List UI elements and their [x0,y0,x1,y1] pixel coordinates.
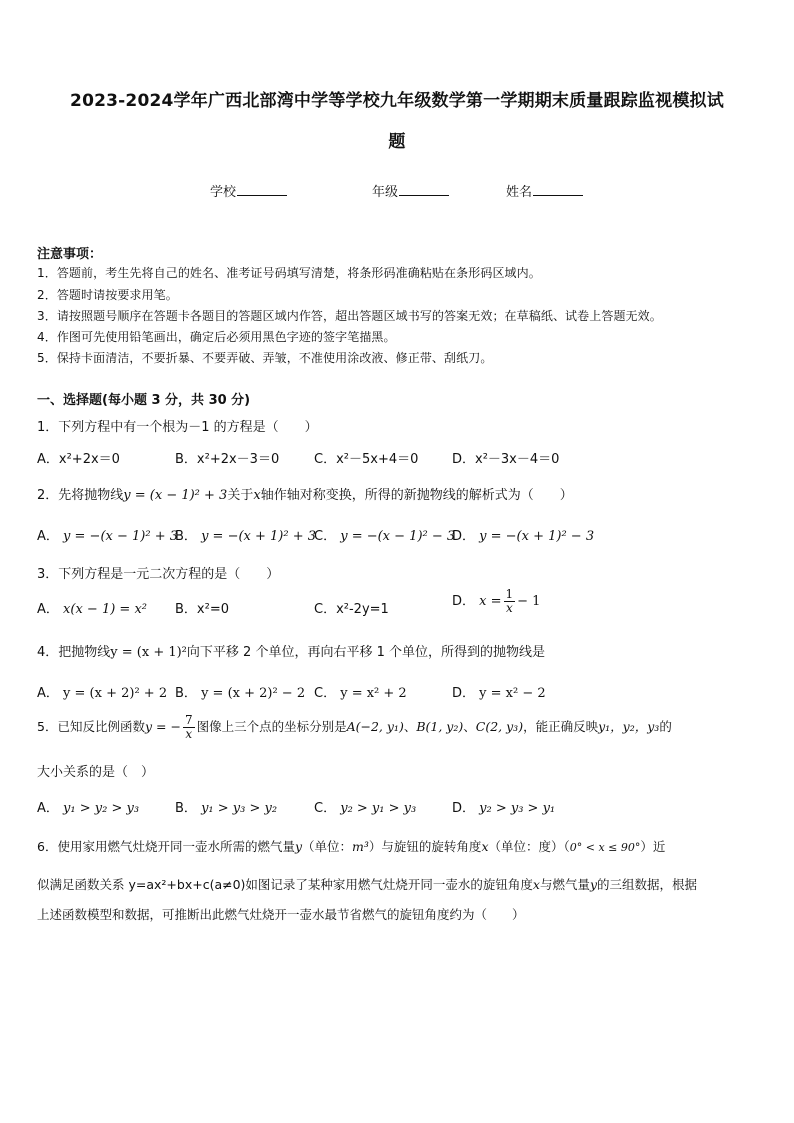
q5-option-a [37,797,139,816]
fraction-numerator: 1 [505,587,514,601]
exam-title-line1: 2023-2024学年广西北部湾中学等学校九年级数学第一学期期末质量跟踪监视模拟试 [70,91,724,111]
fraction-numerator: 7 [184,713,193,727]
q5-option-d [452,797,555,816]
q1-option-c: C．x²－5x+4＝0 [314,452,419,467]
note-item: 1．答题前，考生先将自己的姓名、准考证号码填写清楚，将条形码准确粘贴在条形码区域内。 [37,266,541,280]
note-item: 3．请按照题号顺序在答题卡各题目的答题区域内作答，超出答题区域书写的答案无效；在草稿纸、试卷上答题无效。 [37,309,662,323]
fraction [183,714,195,741]
option-expression: y = −(x + 1)² − 3 [479,529,595,544]
question-6-line3: 上述函数模型和数据，可推断出此燃气灶烧开一壶水最节省燃气的旋钮角度约为（ ） [37,907,525,922]
q5-variables: y₁，y₂，y₃ [598,719,660,734]
option-label: A． [37,529,59,544]
q5-text: 5．已知反比例函数 [37,719,145,734]
option-label: A． [37,602,59,617]
option-expression: x(x − 1) = x² [63,602,147,617]
note-item: 5．保持卡面清洁，不要折暴、不要弄破、弄皱，不准使用涂改液、修正带、刮纸刀。 [37,351,493,365]
point-b: B(1, y₂) [416,719,464,734]
q5-option-c [314,797,416,816]
option-expression: y₁ > y₃ > y₂ [201,801,278,816]
q2-option-c [314,525,455,544]
q2-variable: x [253,488,261,503]
option-label: B． [175,529,197,544]
option-expression: − 1 [517,594,541,609]
fraction [504,588,516,615]
option-label: C． [314,801,337,816]
question-1-stem: 1．下列方程中有一个根为－1 的方程是（ ） [37,420,318,435]
q2-option-b [175,525,316,544]
option-expression: y = −(x − 1)² − 3 [340,529,456,544]
q6-text: ）与旋钮的旋转角度 [368,839,482,854]
q2-expression: y = (x − 1)² + 3 [123,488,228,503]
q2-option-d [452,525,594,544]
option-expression: y = x² + 2 [340,686,407,701]
option-expression: y = (x + 2)² + 2 [63,686,168,701]
q2-text: 轴作轴对称变换，所得的新抛物线的解析式为（ ） [260,488,573,503]
separator: 、 [463,719,476,734]
grade-label: 年级 [372,185,399,200]
fraction-denominator: x [185,727,193,741]
option-expression: y₂ > y₃ > y₁ [479,801,556,816]
option-label: B． [175,801,197,816]
question-2-stem [37,484,573,503]
name-field [506,181,583,200]
name-label: 姓名 [506,185,533,200]
question-6-line2 [37,875,697,893]
q3-option-b: B．x²=0 [175,602,229,617]
school-label: 学校 [210,185,237,200]
school-field [210,181,287,200]
q6-unit: m³ [352,839,369,854]
option-label: D． [452,686,476,701]
q6-text: 似满足函数关系 y=ax²+bx+c(a≠0)如图记录了某种家用燃气灶烧开同一壶水的旋钮角度 [37,877,533,892]
q1-option-b: B．x²+2x－3＝0 [175,452,280,467]
q2-text: 2．先将抛物线 [37,488,124,503]
option-expression: y = −(x + 1)² + 3 [201,529,316,544]
option-label: D． [452,594,476,609]
q1-option-a: A．x²+2x＝0 [37,452,120,467]
q4-text: 向下平移 2 个单位，再向右平移 1 个单位，所得到的抛物线是 [186,645,545,660]
option-label: A． [37,686,59,701]
q6-variable: y [589,877,598,892]
q6-variable: y [294,839,303,854]
option-label: D． [452,801,476,816]
q5-text: 的 [659,719,672,734]
fraction-denominator: x [505,601,513,615]
question-4-stem [37,641,545,660]
q5-option-b [175,797,277,816]
option-expression: y = (x + 2)² − 2 [201,686,306,701]
q4-option-b [175,682,305,701]
q6-text: 6．使用家用燃气灶烧开同一壶水所需的燃气量 [37,839,295,854]
q6-text: （单位：度）（ [488,839,570,854]
q6-text: 的三组数据，根据 [597,877,698,892]
q4-text: 4．把抛物线 [37,645,111,660]
question-6-line1 [37,837,665,855]
q2-option-a [37,525,178,544]
q6-variable: x [481,839,489,854]
question-5-stem [37,714,672,741]
question-5-line2: 大小关系的是（ ） [37,765,155,780]
q6-text: （单位： [302,839,353,854]
option-label: C． [314,529,337,544]
q6-range: 0° < x ≤ 90° [569,841,641,854]
q6-text: ）近 [640,839,666,854]
q1-option-d: D．x²－3x－4＝0 [452,452,560,467]
name-blank [533,183,583,196]
option-label: B． [175,686,197,701]
q6-variable: x [532,877,540,892]
q5-expression: y = − [144,719,181,734]
option-label: D． [452,529,476,544]
option-expression: y = x² − 2 [479,686,546,701]
q6-text: 与燃气量 [539,877,590,892]
exam-title-line2: 题 [388,132,406,152]
option-expression: y₂ > y₁ > y₃ [340,801,417,816]
point-a: A(−2, y₁) [346,719,404,734]
grade-field [372,181,449,200]
option-expression: y = −(x − 1)² + 3 [63,529,178,544]
note-item: 4．作图可先使用铅笔画出，确定后必须用黑色字迹的签字笔描黑。 [37,330,396,344]
q5-text: ，能正确反映 [523,719,599,734]
q3-option-c: C．x²-2y=1 [314,602,389,617]
q4-option-d [452,682,546,701]
q3-option-a [37,598,147,617]
note-item: 2．答题时请按要求用笔。 [37,288,178,302]
separator: 、 [403,719,417,734]
school-blank [237,183,287,196]
q3-option-d [452,588,540,615]
point-c: C(2, y₃) [475,719,524,734]
option-expression: x = [479,594,502,609]
q4-option-c [314,682,407,701]
section-heading: 一、选择题(每小题 3 分，共 30 分) [37,393,251,408]
option-label: C． [314,686,337,701]
grade-blank [399,183,449,196]
question-3-stem: 3．下列方程是一元二次方程的是（ ） [37,567,280,582]
option-expression: y₁ > y₂ > y₃ [63,801,140,816]
notes-heading: 注意事项： [37,247,103,262]
q5-text: 图像上三个点的坐标分别是 [196,719,347,734]
option-label: A． [37,801,59,816]
q4-option-a [37,682,167,701]
q2-text: 关于 [227,488,254,503]
q4-expression: y = (x + 1)² [110,645,187,660]
